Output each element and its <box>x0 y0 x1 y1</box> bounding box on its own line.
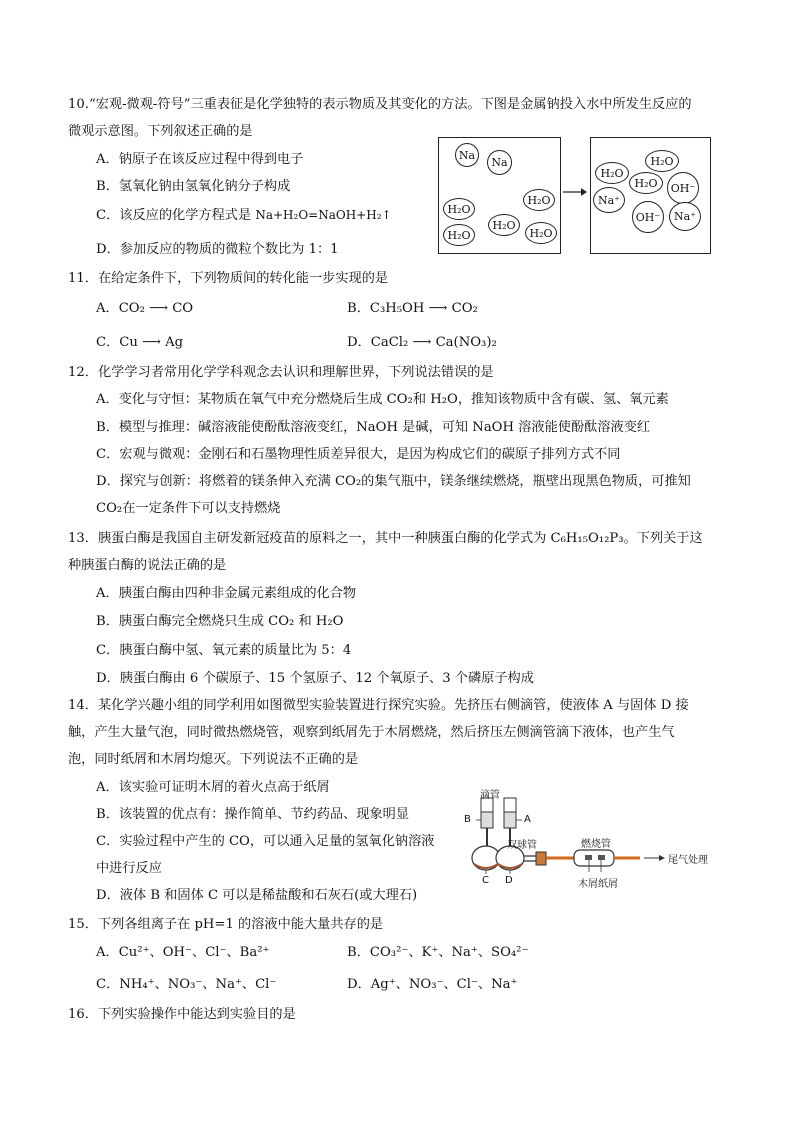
hydroxide-ion: OH⁻ <box>632 201 664 233</box>
q15-option-b: B．CO₃²⁻、K⁺、Na⁺、SO₄²⁻ <box>347 945 529 960</box>
q15-option-a: A．Cu²⁺、OH⁻、Cl⁻、Ba²⁺ <box>96 945 270 960</box>
q11-stem: 11．在给定条件下，下列物质间的转化能一步实现的是 <box>68 271 389 286</box>
q12-option-a: A．变化与守恒：某物质在氧气中充分燃烧后生成 CO₂和 H₂O，推知该物质中含有碳、氢、氧元素 <box>96 392 669 407</box>
water-molecule: H₂O <box>525 222 557 244</box>
q10-stem-line1: 10.“宏观-微观-符号”三重表征是化学独特的表示物质及其变化的方法。下图是金属钠投入水中所发生反应的 <box>68 97 692 112</box>
sodium-ion: Na⁺ <box>669 202 701 231</box>
water-molecule: H₂O <box>443 224 475 246</box>
water-molecule: H₂O <box>488 214 520 236</box>
q10-option-d: D．参加反应的物质的微粒个数比为 1：1 <box>96 242 339 257</box>
q13-option-b: B．胰蛋白酶完全燃烧只生成 CO₂ 和 H₂O <box>96 614 344 629</box>
q12-option-b: B．模型与推理：碱溶液能使酚酞溶液变红，NaOH 是碱，可知 NaOH 溶液能使酚酞溶液变红 <box>96 420 651 435</box>
q14-option-a: A．该实验可证明木屑的着火点高于纸屑 <box>96 780 330 795</box>
label-b: B <box>464 814 471 825</box>
q14-option-b: B．该装置的优点有：操作简单、节约药品、现象明显 <box>96 807 410 822</box>
q13-option-d: D．胰蛋白酶由 6 个碳原子、15 个氢原子、12 个氧原子、3 个磷原子构成 <box>96 671 534 686</box>
q10-option-c-equation: Na+H₂O=NaOH+H₂↑ <box>255 208 392 222</box>
sodium-ion: Na⁺ <box>593 187 625 213</box>
na-atom: Na <box>455 143 479 167</box>
q15-option-d: D．Ag⁺、NO₃⁻、Cl⁻、Na⁺ <box>347 977 518 992</box>
water-molecule: H₂O <box>645 150 679 172</box>
q10-option-c <box>96 206 392 225</box>
water-molecule: H₂O <box>629 172 663 194</box>
water-molecule: H₂O <box>523 189 555 211</box>
water-molecule: H₂O <box>595 162 629 184</box>
q10-option-a: A．钠原子在该反应过程中得到电子 <box>96 152 304 167</box>
q11-option-b: B．C₃H₅OH ⟶ CO₂ <box>347 301 478 316</box>
burning-tube <box>574 850 640 866</box>
label-double-ball-tube: 双球管 <box>507 840 537 851</box>
exhaust-arrow-icon <box>644 855 665 861</box>
q13-option-c: C．胰蛋白酶中氢、氧元素的质量比为 5：4 <box>96 643 352 658</box>
q14-stem-line1: 14．某化学兴趣小组的同学利用如图微型实验装置进行探究实验。先挤压右侧滴管，使液体 A 与固体 D 接 <box>68 698 689 713</box>
q14-option-c-line2: 中进行反应 <box>96 861 162 876</box>
label-wood-paper: 木屑纸屑 <box>578 879 618 890</box>
q11-option-a: A．CO₂ ⟶ CO <box>96 301 194 316</box>
q13-stem-line1: 13．胰蛋白酶是我国自主研发新冠疫苗的原料之一，其中一种胰蛋白酶的化学式为 C₆H₁₅O₁₂P₃。下列关于这 <box>68 531 703 546</box>
label-burning-tube: 燃烧管 <box>581 839 611 850</box>
water-molecule: H₂O <box>443 198 475 220</box>
label-c: C <box>482 875 489 886</box>
left-dropper <box>481 798 493 848</box>
q14-stem-line2: 触，产生大量气泡，同时微热燃烧管，观察到纸屑先于木屑燃烧，然后挤压左侧滴管滴下液体，也产生气 <box>68 725 675 740</box>
q13-option-a: A．胰蛋白酶由四种非金属元素组成的化合物 <box>96 586 357 601</box>
q10-option-b: B．氢氧化钠由氢氧化钠分子构成 <box>96 179 291 194</box>
q11-option-d: D．CaCl₂ ⟶ Ca(NO₃)₂ <box>347 335 497 350</box>
q15-option-c: C．NH₄⁺、NO₃⁻、Na⁺、Cl⁻ <box>96 977 277 992</box>
q15-stem: 15．下列各组离子在 pH=1 的溶液中能大量共存的是 <box>68 917 384 932</box>
label-a: A <box>524 814 531 825</box>
label-exhaust: 尾气处理 <box>668 855 708 866</box>
q13-stem-line2: 种胰蛋白酶的说法正确的是 <box>68 558 227 573</box>
q12-stem: 12．化学学习者常用化学学科观念去认识和理解世界，下列说法错误的是 <box>68 365 494 380</box>
q12-option-d-line1: D．探究与创新：将燃着的镁条伸入充满 CO₂的集气瓶中，镁条继续燃烧，瓶壁出现黑色物质，可推知 <box>96 474 691 489</box>
q11-option-c: C．Cu ⟶ Ag <box>96 335 184 350</box>
na-atom: Na <box>487 150 512 175</box>
reaction-arrow-icon <box>562 186 588 198</box>
label-dropper: 滴管 <box>480 790 500 801</box>
q12-option-d-line2: CO₂在一定条件下可以支持燃烧 <box>96 501 281 516</box>
q14-stem-line3: 泡，同时纸屑和木屑均熄灭。下列说法不正确的是 <box>68 752 359 767</box>
hydroxide-ion: OH⁻ <box>667 172 699 204</box>
q10-diagram-before <box>438 137 561 254</box>
label-d: D <box>505 875 513 886</box>
q16-stem: 16．下列实验操作中能达到实验目的是 <box>68 1007 296 1022</box>
q10-diagram-after <box>590 137 711 254</box>
q12-option-c: C．宏观与微观：金刚石和石墨物理性质差异很大，是因为构成它们的碳原子排列方式不同 <box>96 447 621 462</box>
q14-option-d: D．液体 B 和固体 C 可以是稀盐酸和石灰石(或大理石) <box>96 888 418 903</box>
q10-option-c-prefix: C．该反应的化学方程式是 <box>96 208 256 223</box>
q14-option-c-line1: C．实验过程中产生的 CO，可以通入足量的氢氧化钠溶液 <box>96 834 435 849</box>
q10-stem-line2: 微观示意图。下列叙述正确的是 <box>68 124 253 139</box>
